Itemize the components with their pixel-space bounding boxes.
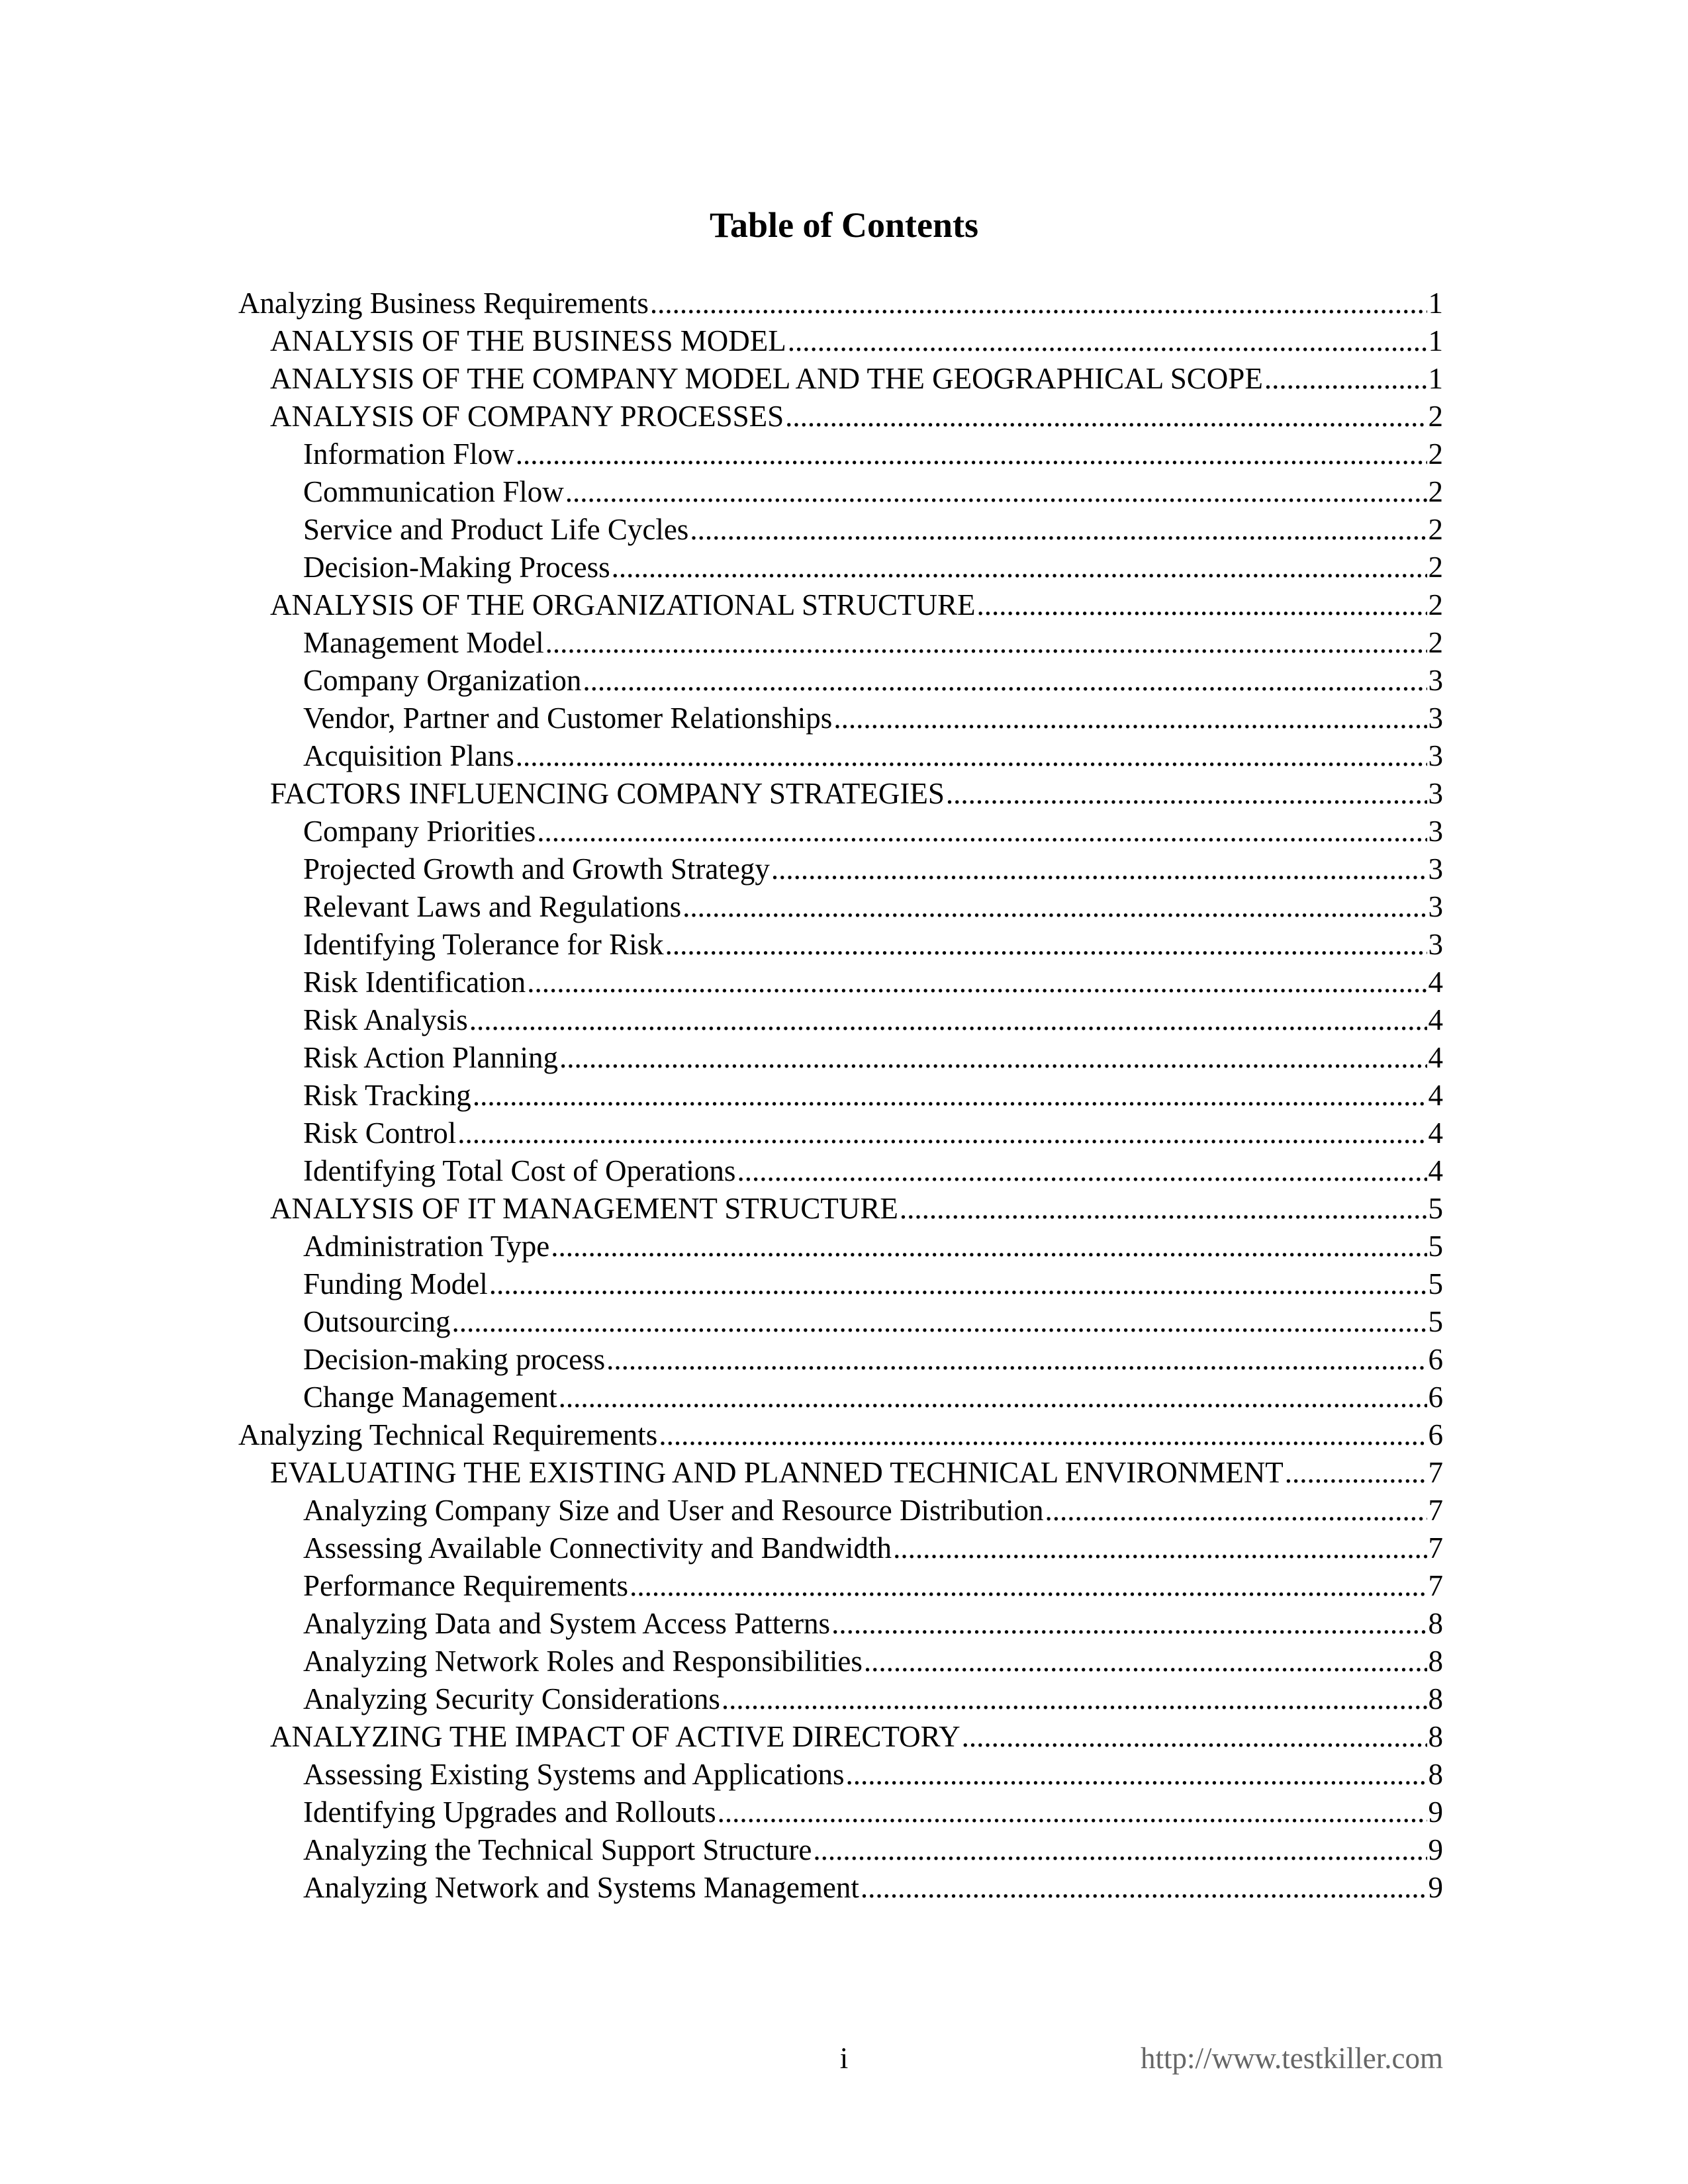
toc-entry-page-number: 8: [1428, 1607, 1443, 1640]
toc-entry-page-number: 1: [1428, 287, 1443, 320]
toc-entry-page-number: 9: [1428, 1796, 1443, 1829]
toc-entry-page-number: 4: [1428, 966, 1443, 999]
toc-dot-leader: [946, 775, 1427, 813]
toc-entry-page-number: 6: [1428, 1381, 1443, 1414]
toc-dot-leader: [516, 435, 1427, 473]
toc-entry-title: Relevant Laws and Regulations: [303, 890, 682, 923]
toc-dot-leader: [900, 1190, 1427, 1228]
toc-entry-page-number: 2: [1428, 588, 1443, 621]
toc-entry[interactable]: [238, 586, 1443, 624]
toc-entry[interactable]: [238, 1831, 1443, 1869]
toc-entry-title: Identifying Total Cost of Operations: [303, 1154, 736, 1187]
toc-entry-title: Administration Type: [303, 1230, 550, 1263]
toc-entry[interactable]: [238, 850, 1443, 888]
toc-entry-page-number: 6: [1428, 1343, 1443, 1376]
toc-entry-title: Assessing Available Connectivity and Bandwidth: [303, 1531, 892, 1565]
toc-entry[interactable]: [238, 1794, 1443, 1831]
toc-dot-leader: [813, 1831, 1427, 1869]
toc-entry[interactable]: [238, 1529, 1443, 1567]
toc-dot-leader: [785, 398, 1427, 435]
toc-entry[interactable]: [238, 775, 1443, 813]
toc-entry[interactable]: [238, 511, 1443, 549]
toc-entry[interactable]: [238, 398, 1443, 435]
toc-entry[interactable]: [238, 473, 1443, 511]
toc-entry-title: Projected Growth and Growth Strategy: [303, 852, 770, 886]
toc-entry[interactable]: [238, 1001, 1443, 1039]
toc-entry-page-number: 7: [1428, 1494, 1443, 1527]
toc-dot-leader: [489, 1265, 1427, 1303]
toc-entry-title: Outsourcing: [303, 1305, 451, 1338]
toc-entry[interactable]: [238, 926, 1443, 964]
toc-entry[interactable]: [238, 1303, 1443, 1341]
toc-dot-leader: [665, 926, 1427, 964]
toc-entry-page-number: 2: [1428, 400, 1443, 433]
toc-dot-leader: [722, 1680, 1427, 1718]
toc-entry-title: Analyzing Company Size and User and Resource Distribution: [303, 1494, 1044, 1527]
toc-entry-page-number: 3: [1428, 664, 1443, 697]
toc-entry-page-number: 4: [1428, 1041, 1443, 1074]
toc-entry[interactable]: [238, 1077, 1443, 1115]
toc-dot-leader: [583, 662, 1427, 700]
toc-entry-page-number: 3: [1428, 815, 1443, 848]
toc-entry-page-number: 3: [1428, 890, 1443, 923]
toc-entry-title: Acquisition Plans: [303, 739, 514, 772]
toc-entry-page-number: 9: [1428, 1871, 1443, 1904]
footer-page-number: i: [839, 2042, 849, 2075]
toc-dot-leader: [1264, 360, 1427, 398]
toc-entry-page-number: 9: [1428, 1833, 1443, 1866]
toc-entry[interactable]: [238, 964, 1443, 1001]
toc-entry-title: Vendor, Partner and Customer Relationships: [303, 702, 833, 735]
table-of-contents: [238, 285, 1443, 1907]
toc-entry-title: Risk Control: [303, 1116, 457, 1150]
toc-entry-title: Risk Identification: [303, 966, 526, 999]
toc-entry[interactable]: [238, 322, 1443, 360]
toc-entry[interactable]: [238, 1718, 1443, 1756]
toc-entry-page-number: 3: [1428, 928, 1443, 961]
toc-entry-page-number: 7: [1428, 1456, 1443, 1489]
toc-entry-title: ANALYSIS OF THE COMPANY MODEL AND THE GEOGRAPHICAL SCOPE: [270, 362, 1263, 395]
toc-entry[interactable]: [238, 888, 1443, 926]
toc-entry-title: ANALYZING THE IMPACT OF ACTIVE DIRECTORY: [270, 1720, 961, 1753]
toc-entry-page-number: 4: [1428, 1116, 1443, 1150]
toc-entry-title: Communication Flow: [303, 475, 564, 508]
toc-entry-page-number: 5: [1428, 1230, 1443, 1263]
toc-entry-title: Analyzing Data and System Access Patterns: [303, 1607, 831, 1640]
toc-entry[interactable]: [238, 1869, 1443, 1907]
toc-entry-title: Analyzing Network Roles and Responsibilities: [303, 1645, 863, 1678]
toc-entry-title: Funding Model: [303, 1267, 488, 1300]
toc-entry[interactable]: [238, 662, 1443, 700]
toc-entry[interactable]: [238, 1756, 1443, 1794]
toc-entry-page-number: 8: [1428, 1645, 1443, 1678]
toc-dot-leader: [606, 1341, 1427, 1379]
toc-dot-leader: [659, 1416, 1427, 1454]
toc-dot-leader: [516, 737, 1427, 775]
toc-entry-title: Management Model: [303, 626, 544, 659]
toc-dot-leader: [846, 1756, 1427, 1794]
toc-dot-leader: [451, 1303, 1427, 1341]
toc-entry-title: Decision-making process: [303, 1343, 606, 1376]
toc-dot-leader: [650, 285, 1427, 322]
toc-entry-page-number: 3: [1428, 852, 1443, 886]
toc-dot-leader: [537, 813, 1427, 850]
toc-entry-page-number: 1: [1428, 362, 1443, 395]
toc-dot-leader: [1045, 1492, 1427, 1529]
toc-entry[interactable]: [238, 700, 1443, 737]
toc-entry-title: ANALYSIS OF COMPANY PROCESSES: [270, 400, 784, 433]
toc-entry-title: Decision-Making Process: [303, 551, 610, 584]
toc-dot-leader: [682, 888, 1427, 926]
toc-entry[interactable]: [238, 360, 1443, 398]
toc-dot-leader: [527, 964, 1427, 1001]
toc-entry[interactable]: [238, 1341, 1443, 1379]
toc-entry[interactable]: [238, 1643, 1443, 1680]
toc-entry-title: Assessing Existing Systems and Applications: [303, 1758, 845, 1791]
toc-entry-title: Analyzing Network and Systems Management: [303, 1871, 859, 1904]
toc-entry-page-number: 5: [1428, 1305, 1443, 1338]
toc-entry-title: ANALYSIS OF THE BUSINESS MODEL: [270, 324, 786, 357]
toc-entry-title: Analyzing Business Requirements: [238, 287, 649, 320]
toc-entry-page-number: 6: [1428, 1418, 1443, 1451]
toc-dot-leader: [893, 1529, 1427, 1567]
toc-entry-title: Risk Action Planning: [303, 1041, 559, 1074]
toc-entry-title: Risk Analysis: [303, 1003, 468, 1036]
toc-entry-page-number: 2: [1428, 551, 1443, 584]
toc-entry[interactable]: [238, 549, 1443, 586]
toc-dot-leader: [962, 1718, 1427, 1756]
toc-entry-title: EVALUATING THE EXISTING AND PLANNED TECHNICAL ENVIRONMENT: [270, 1456, 1284, 1489]
toc-entry-page-number: 4: [1428, 1154, 1443, 1187]
toc-entry-title: FACTORS INFLUENCING COMPANY STRATEGIES: [270, 777, 945, 810]
toc-dot-leader: [559, 1379, 1427, 1416]
toc-entry[interactable]: [238, 1454, 1443, 1492]
toc-entry[interactable]: [238, 1416, 1443, 1454]
toc-entry-title: ANALYSIS OF IT MANAGEMENT STRUCTURE: [270, 1192, 898, 1225]
toc-dot-leader: [690, 511, 1427, 549]
toc-entry-page-number: 8: [1428, 1720, 1443, 1753]
toc-dot-leader: [831, 1605, 1427, 1643]
toc-entry-title: Identifying Tolerance for Risk: [303, 928, 664, 961]
toc-entry-title: Service and Product Life Cycles: [303, 513, 689, 546]
toc-entry-page-number: 7: [1428, 1569, 1443, 1602]
toc-dot-leader: [977, 586, 1427, 624]
toc-dot-leader: [612, 549, 1427, 586]
toc-dot-leader: [788, 322, 1427, 360]
toc-dot-leader: [630, 1567, 1427, 1605]
toc-entry-page-number: 3: [1428, 777, 1443, 810]
toc-entry-title: Performance Requirements: [303, 1569, 629, 1602]
toc-entry-page-number: 2: [1428, 475, 1443, 508]
toc-entry-page-number: 3: [1428, 702, 1443, 735]
toc-entry[interactable]: [238, 1115, 1443, 1152]
toc-entry[interactable]: [238, 737, 1443, 775]
toc-entry-page-number: 5: [1428, 1267, 1443, 1300]
toc-entry-page-number: 2: [1428, 513, 1443, 546]
toc-dot-leader: [473, 1077, 1427, 1115]
toc-entry[interactable]: [238, 1605, 1443, 1643]
toc-dot-leader: [737, 1152, 1427, 1190]
toc-dot-leader: [1285, 1454, 1427, 1492]
toc-entry-page-number: 2: [1428, 626, 1443, 659]
toc-dot-leader: [559, 1039, 1427, 1077]
toc-entry[interactable]: [238, 1265, 1443, 1303]
toc-entry-title: Identifying Upgrades and Rollouts: [303, 1796, 716, 1829]
toc-entry-page-number: 8: [1428, 1682, 1443, 1715]
toc-entry[interactable]: [238, 1680, 1443, 1718]
toc-dot-leader: [551, 1228, 1427, 1265]
toc-dot-leader: [861, 1869, 1427, 1907]
toc-entry-title: Analyzing Security Considerations: [303, 1682, 720, 1715]
toc-dot-leader: [457, 1115, 1427, 1152]
toc-entry-page-number: 3: [1428, 739, 1443, 772]
toc-entry-title: Analyzing the Technical Support Structure: [303, 1833, 812, 1866]
toc-dot-leader: [833, 700, 1427, 737]
toc-dot-leader: [718, 1794, 1427, 1831]
footer-url: http://www.testkiller.com: [1140, 2042, 1443, 2075]
toc-entry-page-number: 8: [1428, 1758, 1443, 1791]
toc-dot-leader: [771, 850, 1427, 888]
toc-entry-title: Company Organization: [303, 664, 582, 697]
toc-entry[interactable]: [238, 1567, 1443, 1605]
toc-entry[interactable]: [238, 1190, 1443, 1228]
toc-entry[interactable]: [238, 435, 1443, 473]
toc-entry-title: Risk Tracking: [303, 1079, 471, 1112]
toc-entry-page-number: 5: [1428, 1192, 1443, 1225]
toc-entry-page-number: 4: [1428, 1079, 1443, 1112]
toc-entry-title: Company Priorities: [303, 815, 536, 848]
toc-dot-leader: [565, 473, 1427, 511]
toc-entry[interactable]: [238, 285, 1443, 322]
toc-entry[interactable]: [238, 1379, 1443, 1416]
toc-entry[interactable]: [238, 813, 1443, 850]
toc-entry-page-number: 2: [1428, 437, 1443, 471]
toc-entry[interactable]: [238, 624, 1443, 662]
toc-entry-page-number: 1: [1428, 324, 1443, 357]
toc-entry[interactable]: [238, 1492, 1443, 1529]
toc-entry-title: Change Management: [303, 1381, 557, 1414]
toc-entry-page-number: 4: [1428, 1003, 1443, 1036]
toc-entry[interactable]: [238, 1152, 1443, 1190]
toc-entry[interactable]: [238, 1228, 1443, 1265]
toc-entry-title: Information Flow: [303, 437, 514, 471]
toc-dot-leader: [864, 1643, 1427, 1680]
toc-entry[interactable]: [238, 1039, 1443, 1077]
page-title: Table of Contents: [709, 205, 979, 245]
toc-dot-leader: [545, 624, 1427, 662]
toc-entry-title: Analyzing Technical Requirements: [238, 1418, 658, 1451]
toc-entry-page-number: 7: [1428, 1531, 1443, 1565]
toc-dot-leader: [469, 1001, 1427, 1039]
toc-entry-title: ANALYSIS OF THE ORGANIZATIONAL STRUCTURE: [270, 588, 976, 621]
